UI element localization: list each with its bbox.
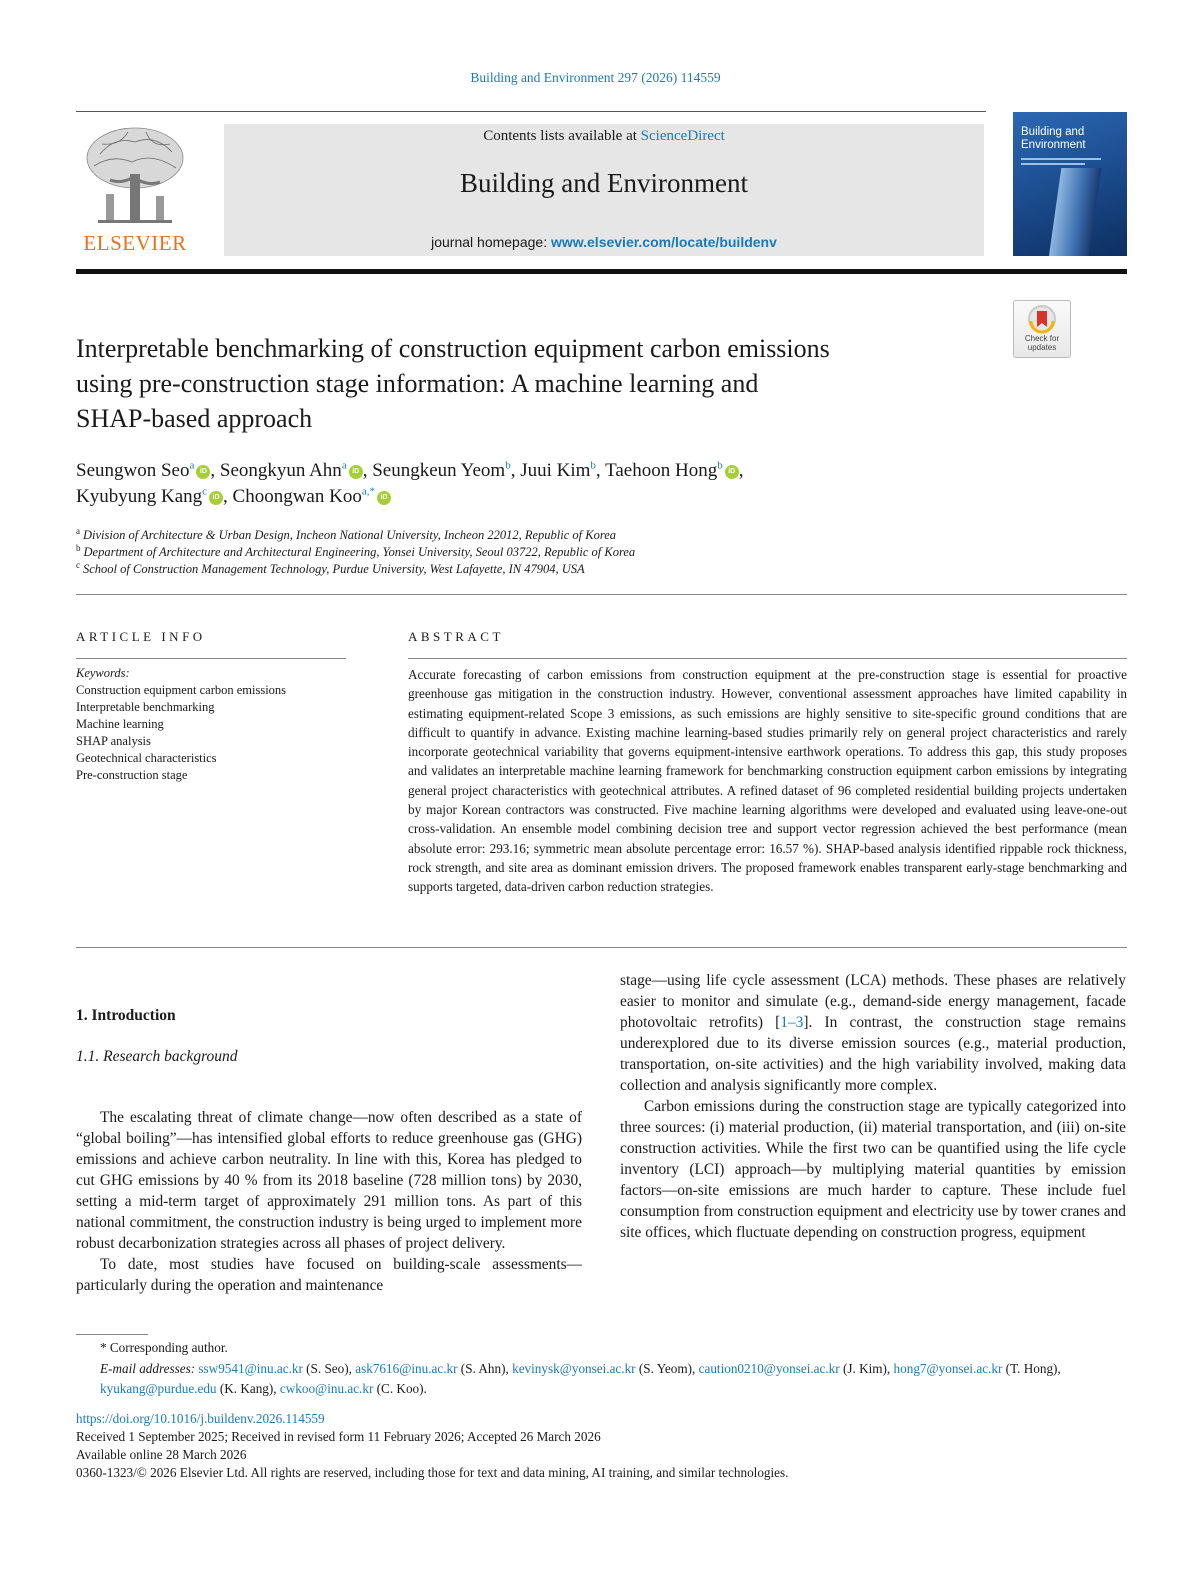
section-heading-introduction: 1. Introduction [76, 1007, 176, 1024]
footnote-divider [76, 1334, 148, 1335]
author-name[interactable]: Kyubyung Kang [76, 486, 203, 507]
affiliation-item: $^c$ School of Construction Management Technology, Purdue University, West Lafayette, IN 47904, USA [76, 559, 585, 576]
corresponding-author-note: * Corresponding author. [100, 1340, 228, 1355]
journal-reference-link[interactable]: Building and Environment 297 (2026) 114559 [470, 70, 721, 85]
author-list: Seungwon Seo$^a$ iD , Seongkyun Ahn$^a$ iD , Seungkeun Yeom$^b$, Juui Kim$^b$, Taehoon Hong$^b$ iD , Kyubyung Kang$^c$ iD , Choongwan Koo$^{a,*}$ iD [76, 459, 744, 507]
body-right-column [620, 970, 1126, 1243]
elsevier-tree-icon [80, 124, 190, 228]
keywords-list [76, 665, 356, 784]
homepage-link[interactable]: www.elsevier.com/locate/buildenv [550, 234, 777, 250]
title-line-2: using pre-construction stage information: A machine learning and [76, 369, 759, 398]
title-line-3: SHAP-based approach [76, 404, 313, 433]
article-title [76, 331, 996, 436]
journal-cover-image[interactable] [1013, 112, 1127, 256]
contents-prefix: Contents lists available at [483, 128, 641, 144]
author-name[interactable]: Seungwon Seo [76, 460, 190, 481]
header-thick-divider [76, 269, 1127, 274]
email-link[interactable]: kevinysk@yonsei.ac.kr [512, 1360, 636, 1376]
author-name[interactable]: Seongkyun Ahn [219, 460, 342, 481]
affiliation-marker[interactable]: b [717, 459, 723, 472]
email-link[interactable]: cwkoo@inu.ac.kr [279, 1381, 374, 1396]
top-divider [76, 111, 986, 112]
article-info-divider [76, 658, 346, 659]
abstract-divider [408, 658, 1127, 659]
email-link[interactable]: caution0210@yonsei.ac.kr [698, 1360, 840, 1376]
email-addresses: E-mail addresses: ssw9541@inu.ac.kr (S. Seo), ask7616@inu.ac.kr (S. Ahn), kevinysk@yonsei.ac.kr (S. Yeom), caution0210@yonsei.ac.kr (J. Kim), hong7@yonsei.ac.kr (T. Hong), kyukang@purdue.edu (K. Kang), cwkoo@inu.ac.kr (C. Koo). [100, 1360, 1061, 1396]
abstract-end-divider [76, 947, 1127, 948]
citation-link[interactable]: 1–3 [780, 1014, 804, 1031]
contents-line [224, 128, 984, 145]
check-for-updates-button[interactable] [1013, 300, 1071, 358]
author-name[interactable]: Juui Kim [520, 460, 591, 481]
keywords-heading: Keywords: [76, 666, 130, 680]
author-name[interactable]: Seungkeun Yeom [372, 460, 506, 481]
paragraph: The escalating threat of climate change—now often described as a state of “global boiling”—has intensified global efforts to reduce greenhouse gas (GHG) emissions and achieve carbon neutrality. In line with this, Korea has pledged to cut GHG emissions by 40 % from its 2018 baseline (728 million tons) by 2030, setting a mid-term target of approximately 291 million tons. As part of this national commitment, the construction industry is being urged to implement more robust decarbonization strategies across all phases of project delivery. [76, 1109, 582, 1252]
email-link[interactable]: hong7@yonsei.ac.kr [893, 1360, 1003, 1376]
keyword-item: Machine learning [76, 717, 164, 731]
affiliation-marker[interactable]: a [341, 459, 347, 472]
keyword-item: Interpretable benchmarking [76, 700, 215, 714]
affiliation-marker[interactable]: b [590, 459, 596, 472]
sciencedirect-link[interactable]: ScienceDirect [640, 128, 725, 144]
elsevier-logo [76, 124, 194, 256]
author-name[interactable]: Choongwan Koo [232, 486, 362, 507]
subsection-heading-research-background: 1.1. Research background [76, 1048, 238, 1065]
cover-title: Building and Environment [1021, 126, 1086, 151]
copyright: 0360-1323/© 2026 Elsevier Ltd. All rights are reserved, including those for text and data mining, AI training, and similar technologies. [76, 1465, 789, 1480]
elsevier-wordmark: ELSEVIER [83, 231, 187, 255]
paragraph: To date, most studies have focused on building-scale assessments—particularly during the operation and maintenance [76, 1256, 582, 1294]
available-online: Available online 28 March 2026 [76, 1447, 247, 1462]
orcid-icon[interactable]: iD [349, 465, 363, 479]
journal-banner [224, 124, 984, 256]
homepage-line [224, 234, 984, 250]
cover-building-graphic [1049, 168, 1102, 256]
affiliation-marker[interactable]: c [202, 485, 208, 498]
orcid-icon[interactable]: iD [196, 465, 210, 479]
keyword-item: Geotechnical characteristics [76, 751, 217, 765]
doi-link[interactable]: https://doi.org/10.1016/j.buildenv.2026.114559 [76, 1411, 325, 1426]
article-info-heading: ARTICLE INFO [76, 629, 206, 644]
article-meta [76, 1410, 1127, 1482]
affiliation-item: $^a$ Division of Architecture & Urban Design, Incheon National University, Incheon 22012, Republic of Korea [76, 525, 617, 542]
section-divider [76, 594, 1127, 595]
footnotes [76, 1338, 1127, 1400]
affiliation-item: $^b$ Department of Architecture and Architectural Engineering, Yonsei University, Seoul 03722, Republic of Korea [76, 542, 636, 559]
journal-title: Building and Environment [460, 168, 748, 198]
title-line-1: Interpretable benchmarking of construction equipment carbon emissions [76, 334, 830, 363]
paragraph: stage—using life cycle assessment (LCA) methods. These phases are relatively easier to monitor and simulate (e.g., demand-side energy management, facade photovoltaic retrofits) [1–3]. In contrast, the construction stage remains underexplored due to its diverse emission sources (e.g., material production, transportation, on-site activities) and the high variability involved, making data collection and analysis significantly more complex. [620, 972, 1126, 1094]
keyword-item: Pre-construction stage [76, 768, 188, 782]
keyword-item: Construction equipment carbon emissions [76, 683, 287, 697]
keyword-item: SHAP analysis [76, 734, 151, 748]
author-name[interactable]: Taehoon Hong [605, 460, 718, 481]
check-for-updates-label: Check for updates [1024, 334, 1060, 352]
abstract-heading: ABSTRACT [408, 629, 504, 644]
email-link[interactable]: kyukang@purdue.edu [100, 1381, 217, 1396]
affiliation-marker[interactable]: a,* [361, 485, 375, 498]
email-link[interactable]: ssw9541@inu.ac.kr [198, 1360, 303, 1376]
orcid-icon[interactable]: iD [725, 465, 739, 479]
affiliation-marker[interactable]: a [189, 459, 195, 472]
affiliations [76, 527, 976, 578]
abstract-text: Accurate forecasting of carbon emissions from construction equipment at the pre-construction stage is essential for proactive greenhouse gas mitigation in the construction industry. However, conventional assessment approaches have limited capability in estimating equipment-related Scope 3 emissions, as such emissions are highly sensitive to site-specific ground conditions that are difficult to quantify in advance. Existing machine learning-based studies primarily rely on general project characteristics and rarely incorporate geotechnical variability that governs equipment-intensive earthwork operations. To address this gap, this study proposes and validates an interpretable machine learning framework for benchmarking construction equipment carbon emissions by integrating general project characteristics with geotechnical attributes. A refined dataset of 96 completed residential building projects undertaken by major Korean contractors was constructed. Five machine learning algorithms were developed and evaluated using leave-one-out cross-validation. An ensemble model combining decision tree and support vector regression achieved the best performance (mean absolute error: 293.16; symmetric mean absolute percentage error: 16.57 %). SHAP-based analysis identified rippable rock thickness, rock strength, and site area as dominant emission drivers. The proposed framework enables transparent early-stage benchmarking and supports targeted, data-driven carbon reduction strategies. [408, 667, 1127, 895]
received-dates: Received 1 September 2025; Received in revised form 11 February 2026; Accepted 26 March 2026 [76, 1429, 601, 1444]
crossmark-icon [1027, 304, 1057, 334]
orcid-icon[interactable]: iD [209, 491, 223, 505]
homepage-prefix: journal homepage: [431, 234, 551, 250]
affiliation-marker[interactable]: b [505, 459, 511, 472]
paragraph: Carbon emissions during the construction stage are typically categorized into three sources: (i) material production, (ii) material transportation, and (iii) on-site construction activities. While the first two can be quantified using the life cycle inventory (LCI) approach—by multiplying material quantities by emission factors—on-site emissions are much harder to capture. These include fuel consumption from construction equipment and electricity use by tower cranes and site offices, which fluctuate depending on construction progress, equipment [620, 1098, 1126, 1241]
body-left-column [76, 1005, 582, 1296]
email-link[interactable]: ask7616@inu.ac.kr [355, 1360, 458, 1376]
orcid-icon[interactable]: iD [377, 491, 391, 505]
